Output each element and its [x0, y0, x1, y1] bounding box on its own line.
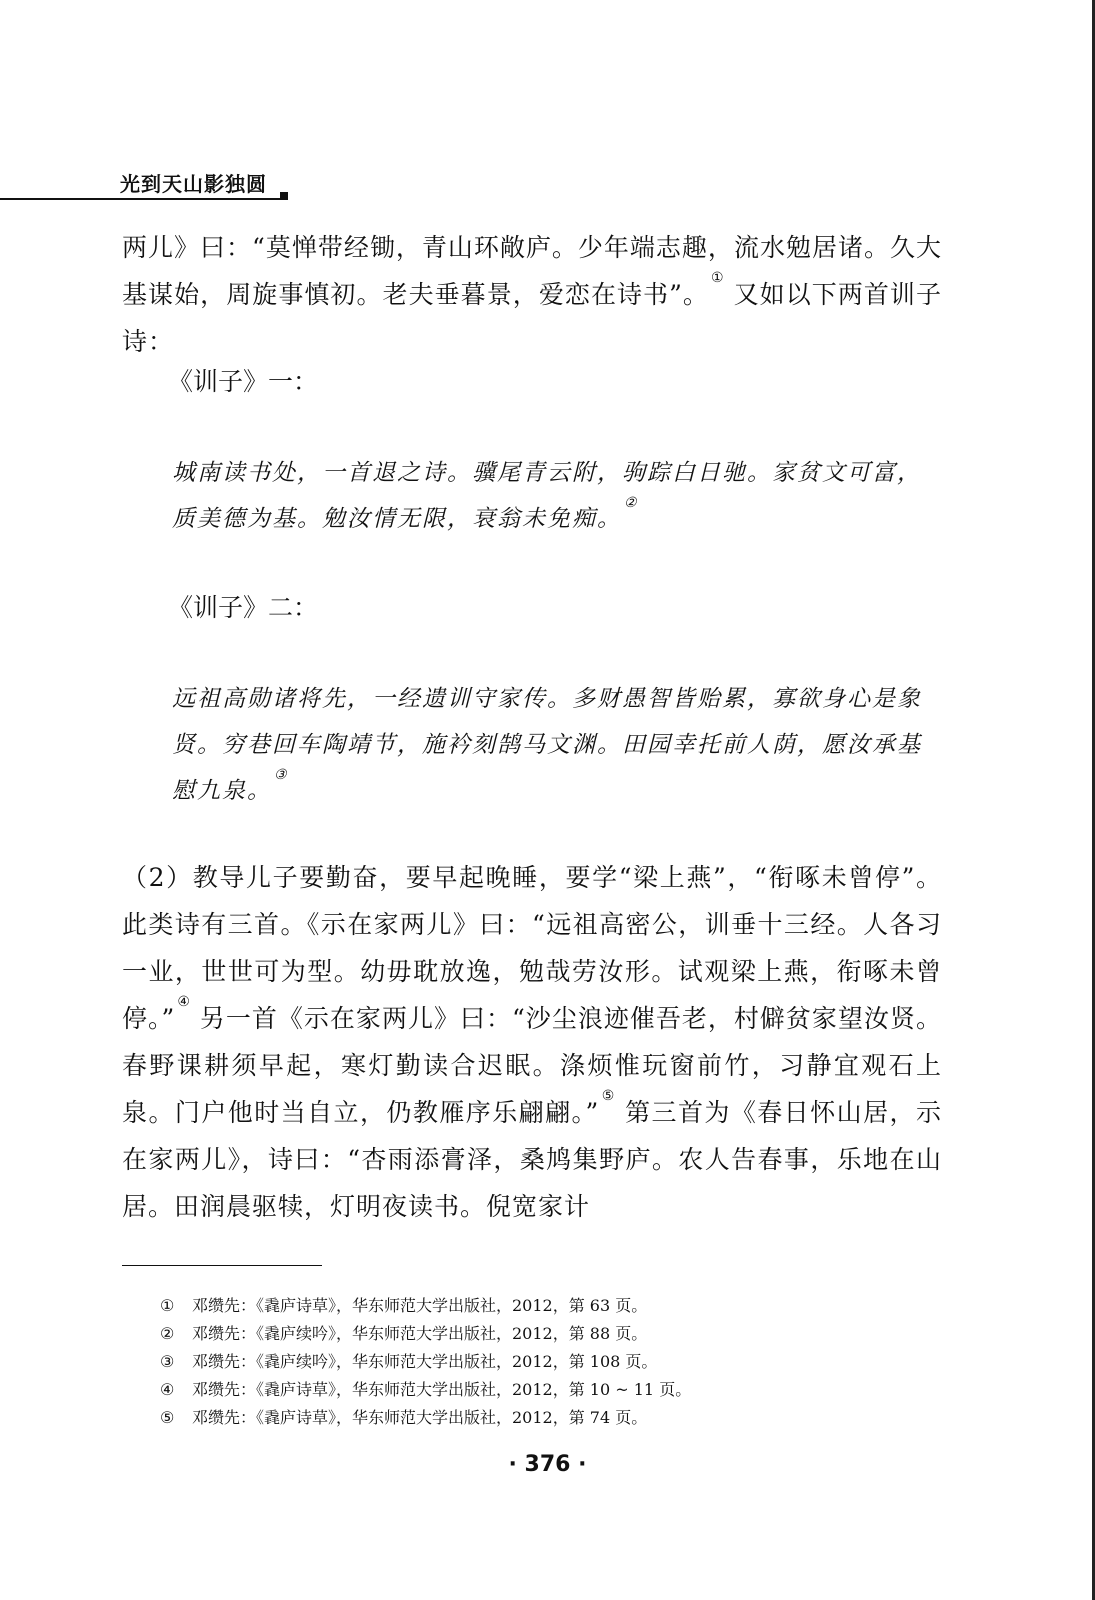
footnote-item — [160, 1376, 920, 1404]
poem-1 — [172, 450, 942, 542]
footnote-text: 邓缵先：《毳庐诗草》，华东师范大学出版社，2012，第 63 页。 — [192, 1296, 648, 1315]
running-header-title: 光到天山影独圆 — [120, 172, 267, 196]
footnote-mark: ② — [160, 1324, 175, 1343]
paragraph-2-text-b: 另一首《示在家两儿》曰：“沙尘浪迹催吾老，村僻贫家望汝贤。春野课耕须早起，寒灯勤读合迟眠。涤烦惟玩窗前竹，习静宜观石上泉。门户他时当自立，仍教雁序乐翩翩。” — [122, 1004, 942, 1127]
footnote-ref-4[interactable]: ④ — [177, 994, 191, 1010]
footnote-item — [160, 1348, 920, 1376]
poem-2-title: 《训子》二： — [168, 593, 319, 622]
footnote-text: 邓缵先：《毳庐诗草》，华东师范大学出版社，2012，第 74 页。 — [192, 1408, 648, 1427]
paragraph-2-text-a: （2）教导儿子要勤奋，要早起晚睡，要学“梁上燕”，“衔啄未曾停”。此类诗有三首。《示在家两儿》曰：“远祖高密公，训垂十三经。人各习一业，世世可为型。幼毋耽放逸，勉哉劳汝形。试观梁上燕，衔啄未曾停。” — [122, 863, 942, 1033]
header-square-marker — [280, 192, 288, 200]
footnote-text: 邓缵先：《毳庐续吟》，华东师范大学出版社，2012，第 108 页。 — [192, 1352, 658, 1371]
page-number: · 376 · — [508, 1452, 587, 1477]
paragraph-2-text-c: 第三首为《春日怀山居，示在家两儿》，诗曰：“杏雨添膏泽，桑鸠集野庐。农人告春事，乐地在山居。田润晨驱犊，灯明夜读书。倪宽家计 — [122, 1098, 942, 1221]
footnote-mark: ④ — [160, 1380, 175, 1399]
footnote-item — [160, 1292, 920, 1320]
poem-1-title: 《训子》一： — [168, 367, 319, 396]
footnote-rule — [122, 1265, 322, 1266]
poem-2 — [172, 676, 942, 814]
header-rule — [0, 198, 282, 200]
footnotes — [160, 1292, 920, 1432]
footnote-item — [160, 1320, 920, 1348]
footnote-text: 邓缵先：《毳庐诗草》，华东师范大学出版社，2012，第 10 ~ 11 页。 — [192, 1380, 692, 1399]
footnote-mark: ① — [160, 1296, 175, 1315]
footnote-ref-5[interactable]: ⑤ — [601, 1088, 616, 1104]
footnote-ref-3[interactable]: ③ — [274, 767, 289, 783]
footnote-item — [160, 1404, 920, 1432]
running-header — [0, 168, 290, 202]
footnote-mark: ⑤ — [160, 1408, 175, 1427]
paragraph-1 — [122, 224, 942, 365]
footnote-mark: ③ — [160, 1352, 175, 1371]
footnote-ref-1[interactable]: ① — [711, 270, 725, 286]
poem-2-text: 远祖高勋诸将先，一经遗训守家传。多财愚智皆贻累，寡欲身心是象贤。穷巷回车陶靖节，施衿刻鹄马文渊。田园幸托前人荫，愿汝承基慰九泉。 — [172, 686, 922, 804]
paragraph-2 — [122, 854, 942, 1230]
footnote-ref-2[interactable]: ② — [624, 495, 639, 511]
paragraph-1-text: 两儿》曰：“莫惮带经锄，青山环敞庐。少年端志趣，流水勉居诸。久大基谋始，周旋事慎初。老夫垂暮景，爱恋在诗书”。 — [122, 233, 942, 309]
footnote-text: 邓缵先：《毳庐续吟》，华东师范大学出版社，2012，第 88 页。 — [192, 1324, 648, 1343]
paragraph-1-tail: 又如以下两首训子诗： — [122, 280, 942, 356]
poem-1-text: 城南读书处，一首退之诗。骥尾青云附，驹踪白日驰。家贫文可富，质美德为基。勉汝情无限，衰翁未免痴。 — [172, 460, 922, 532]
